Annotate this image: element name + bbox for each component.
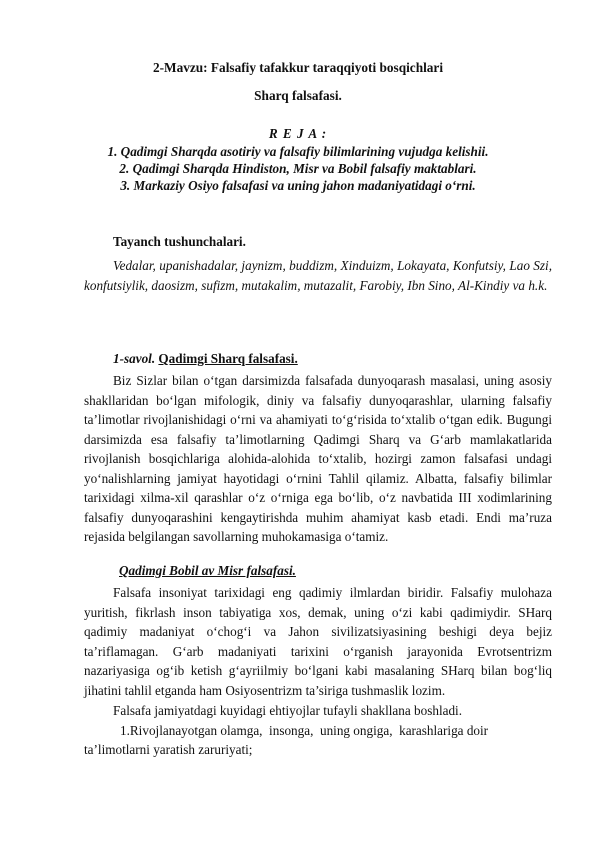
document-title: 2-Mavzu: Falsafiy tafakkur taraqqiyoti bosqichlari <box>152 60 444 75</box>
key-concepts-section <box>84 234 552 295</box>
plan-item: 1. Qadimgi Sharqda asotiriy va falsafiy bilimlarining vujudga kelishii. <box>107 144 489 159</box>
babylon-heading: Qadimgi Bobil av Misr falsafasi. <box>119 563 296 578</box>
babylon-section <box>84 563 552 760</box>
plan-item: 2. Qadimgi Sharqda Hindiston, Misr va Bobil falsafiy maktablari. <box>119 161 477 176</box>
plan-heading: R E J A : <box>268 126 328 141</box>
document-subtitle: Sharq falsafasi. <box>254 88 342 103</box>
key-concepts-text: Vedalar, upanishadalar, jaynizm, buddizm, Xinduizm, Lokayata, Konfutsiy, Lao Szi, konfutsiylik, daosizm, sufizm, mutakalim, mutazalit, Farobiy, Ibn Sino, Al-Kindiy va h.k. <box>84 258 552 293</box>
babylon-paragraph-2: Falsafa jamiyatdagi kuyidagi ehtiyojlar tufayli shakllana boshladi. <box>113 703 463 718</box>
question-1-title: Qadimgi Sharq falsafasi. <box>158 351 298 366</box>
plan-item: 3. Markaziy Osiyo falsafasi va uning jahon madaniyatidagi o‘rni. <box>120 178 476 193</box>
list-item-1-line-2: ta’limotlarni yaratish zaruriyati; <box>84 742 253 757</box>
question-1-paragraph: Biz Sizlar bilan o‘tgan darsimizda falsafada dunyoqarash masalasi, uning asosiy shakllaridan bo‘lgan mifologik, diniy va falsafiy dunyoqarashlar, ularning falsafiy ta’limotlar rivojlanishidagi o‘rni va ahamiyati to‘g‘risida to‘xtalib o‘tgan edik. Bugungi darsimizda esa falsafiy ta’limotlarning Qadimgi Sharq va G‘arb mamlakatlarida rivojlanish bosqichlariga alohida-alohida to‘xtalib, hozirgi zamon falsafasi undagi yo‘nalishlarning jamiyat hayotidagi o‘rnini Tahlil qilamiz. Albatta, falsafiy bilimlar tarixidagi xilma-xil qarashlar o‘z o‘rniga ega bo‘lib, o‘z navbatida III xodimlarining falsafiy dunyoqarashini kengaytirishda muhim ahamiyat kasb etadi. Endi ma’ruza rejasida belgilangan savollarning muhokamasiga o‘tamiz. <box>84 373 552 544</box>
plan-list <box>0 143 596 194</box>
question-1-label: 1-savol. <box>113 351 156 366</box>
list-item-1-line-1: 1.Rivojlanayotgan olamga, insonga, uning ongiga, karashlariga doir <box>120 722 489 738</box>
question-1-section <box>84 351 552 547</box>
question-1-heading <box>84 351 552 367</box>
babylon-paragraph-1: Falsafa insoniyat tarixidagi eng qadimiy ilmlardan biridir. Falsafiy mulohaza yuritish, fikrlash inson tabiyatiga xos, demak, uning o‘zi kabi qadimiydir. SHarq qadimiy madaniyat o‘chog‘i va Jahon sivilizatsiyasining beshigi deya bejiz ta’riflamagan. G‘arb madaniyati tarixini o‘rganish jarayonida Evrotsentrizm nazariyasiga og‘ib ketish g‘ayriilmiy bo‘lgani kabi masalaning SHarq bilan bog‘liq jihatini tahlil etganda ham Osiyosentrizm ta’siriga tushmaslik lozim. <box>84 585 552 698</box>
key-concepts-heading: Tayanch tushunchalari. <box>113 234 246 249</box>
